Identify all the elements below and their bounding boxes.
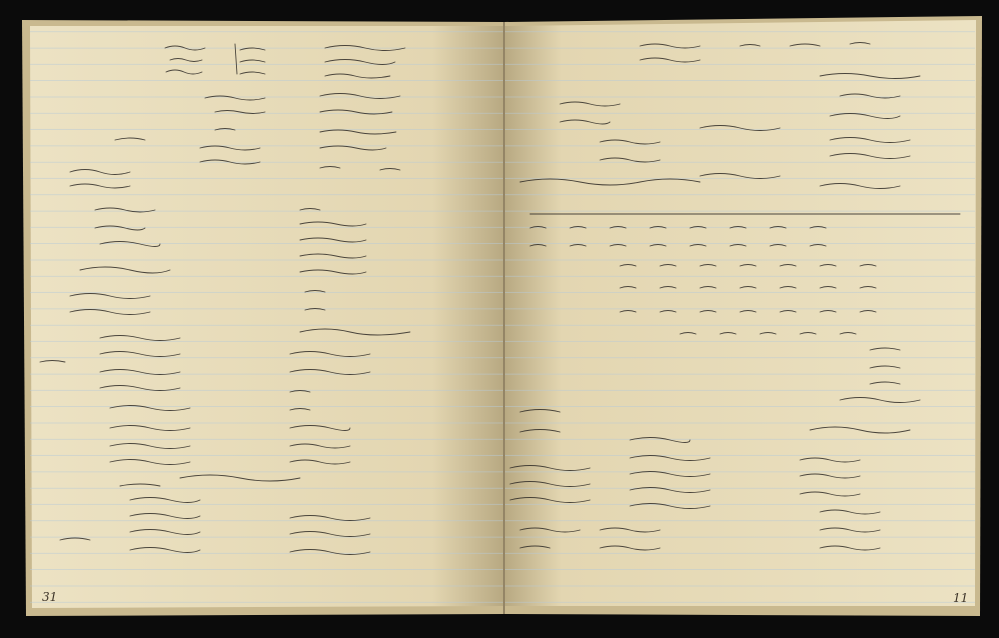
right-page-number: 11 (953, 591, 969, 605)
left-page-number: 31 (42, 590, 58, 604)
